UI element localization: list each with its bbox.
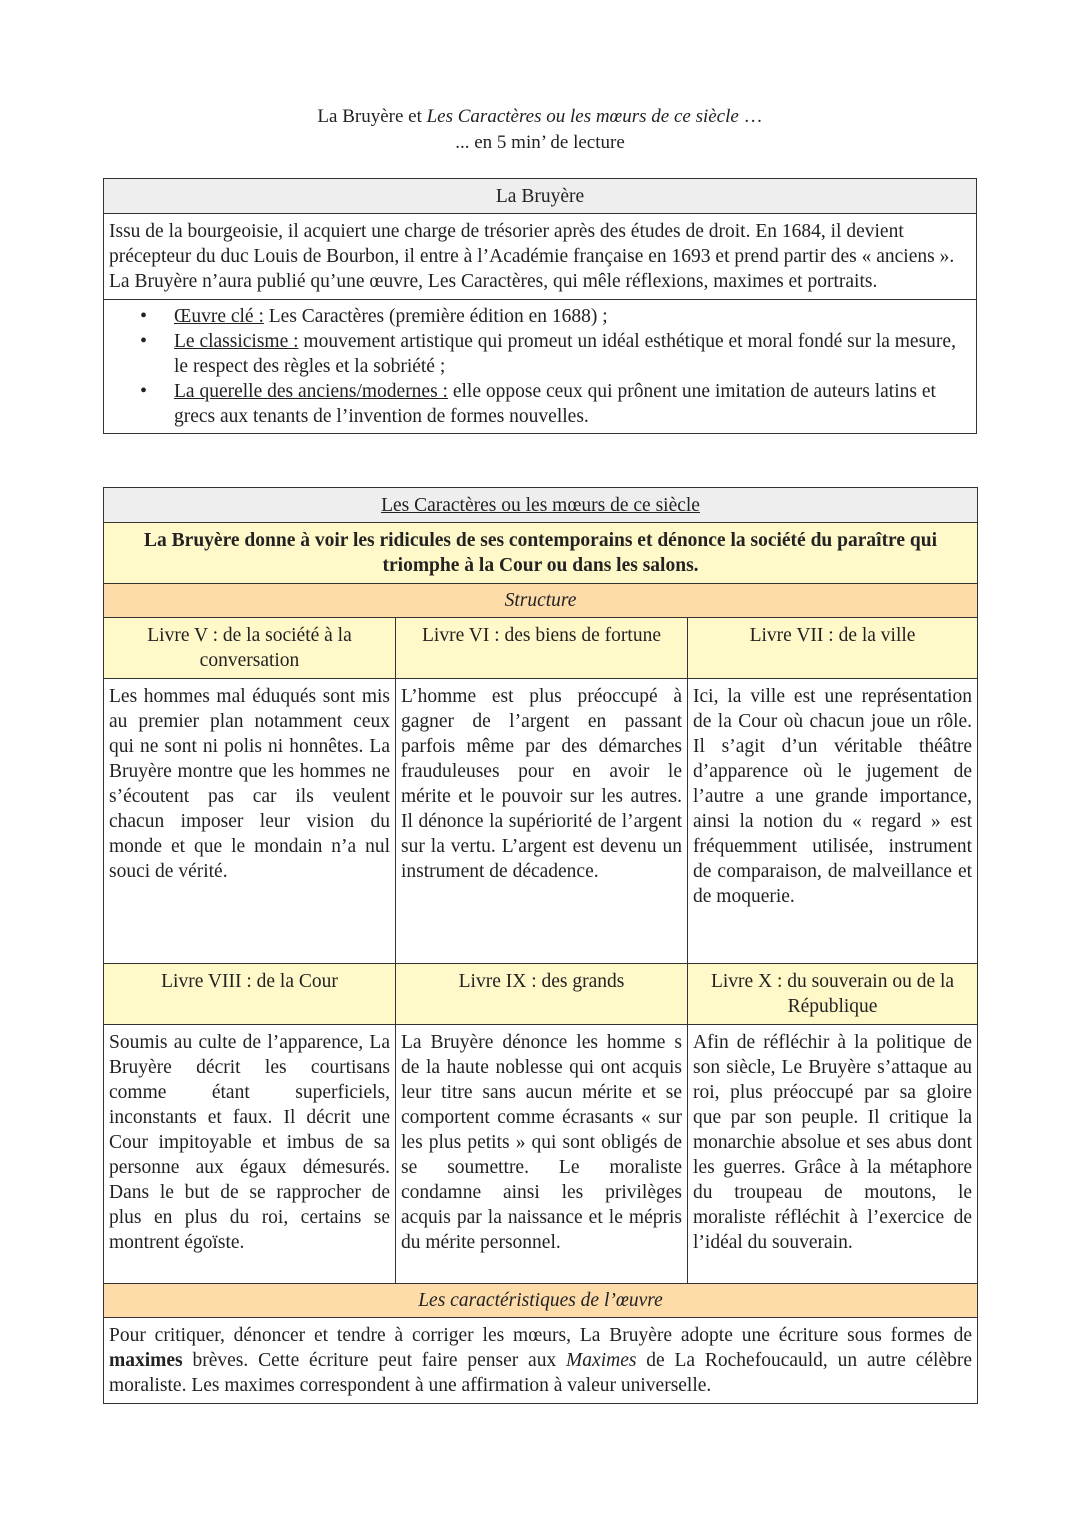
characteristics-label: Les caractéristiques de l’œuvre: [104, 1284, 978, 1318]
book-6-title: Livre VI : des biens de fortune: [396, 618, 688, 679]
work-heading: Les Caractères ou les mœurs de ce siècle: [104, 488, 978, 523]
title-suffix: …: [738, 106, 763, 127]
title-work-name: Les Caractères ou les mœurs de ce siècle: [426, 106, 739, 127]
bio-text: Issu de la bourgeoisie, il acquiert une charge de trésorier après des études de droit. En 1684, il devient précepteur du duc Louis de Bourbon, il entre à l’Académie française en 1693 et prend partir des « anciens ». La Bruyère n’aura publié qu’une œuvre, Les Caractères, qui mêle réflexions, maximes et portraits.: [104, 214, 977, 300]
book-10-text: Afin de réfléchir à la politique de son siècle, Le Bruyère s’attaque au roi, plus préoccupé par sa gloire que par son peuple. Il critique la monarchie absolue et ses abus dont les guerres. Grâce à la métaphore du troupeau de moutons, le moraliste réfléchit à l’exercice de l’idéal du souverain.: [688, 1025, 978, 1284]
bio-table: [103, 178, 977, 434]
bio-heading: La Bruyère: [104, 179, 977, 214]
characteristics-text: Pour critiquer, dénoncer et tendre à corriger les mœurs, La Bruyère adopte une écriture sous formes de maximes brèves. Cette écriture peut faire penser aux Maximes de La Rochefoucauld, un autre célèbre moraliste. Les maximes correspondent à une affirmation à valeur universelle.: [104, 1318, 978, 1404]
book-8-title: Livre VIII : de la Cour: [104, 964, 396, 1025]
book-5-title: Livre V : de la société à la conversation: [104, 618, 396, 679]
book-5-text: Les hommes mal éduqués sont mis au premier plan notamment ceux qui ne sont ni polis ni honnêtes. La Bruyère montre que les hommes ne s’écoutent pas car ils veulent chacun imposer leur vision du monde et que le mondain n’a nul souci de vérité.: [104, 679, 396, 964]
book-7-text: Ici, la ville est une représentation de la Cour où chacun joue un rôle. Il s’agit d’un véritable théâtre d’apparence où le jugement de l’autre a une grande importance, ainsi la notion du « regard » est fréquemment utilisée, instrument de comparaison, de malveillance et de moquerie.: [688, 679, 978, 964]
structure-label: Structure: [104, 584, 978, 618]
bullet-querelle: • La querelle des anciens/modernes : elle oppose ceux qui prônent une imitation de auteurs latins et grecs aux tenants de l’invention de formes nouvelles.: [174, 379, 971, 429]
title-prefix: La Bruyère et: [317, 106, 427, 127]
maximes-bold: maximes: [109, 1350, 183, 1371]
title-line-2: ... en 5 min’ de lecture: [455, 132, 625, 153]
bio-bullets: [104, 300, 977, 434]
maximes-italic: Maximes: [566, 1350, 637, 1371]
bullet-oeuvre: • Œuvre clé : Les Caractères (première édition en 1688) ;: [174, 304, 971, 329]
work-thesis: La Bruyère donne à voir les ridicules de ses contemporains et dénonce la société du paraître qui triomphe à la Cour ou dans les salons.: [104, 523, 978, 584]
book-9-title: Livre IX : des grands: [396, 964, 688, 1025]
bullet-classicisme: • Le classicisme : mouvement artistique qui promeut un idéal esthétique et moral fondé sur la mesure, le respect des règles et la sobriété ;: [174, 329, 971, 379]
title-line-1: [0, 104, 1080, 130]
book-6-text: L’homme est plus préoccupé à gagner de l’argent en passant parfois même par des démarches frauduleuses pour en avoir le mérite et le pouvoir sur les autres. Il dénonce la supériorité de l’argent sur la vertu. L’argent est devenu un instrument de décadence.: [396, 679, 688, 964]
book-8-text: Soumis au culte de l’apparence, La Bruyère décrit les courtisans comme étant superficiels, inconstants et faux. Il décrit une Cour impitoyable et imbus de sa personne aux égaux démesurés. Dans le but de se rapprocher de plus en plus du roi, certains se montrent égoïste.: [104, 1025, 396, 1284]
work-table: [103, 487, 978, 1404]
book-7-title: Livre VII : de la ville: [688, 618, 978, 679]
page-title: [0, 104, 1080, 156]
book-10-title: Livre X : du souverain ou de la République: [688, 964, 978, 1025]
book-9-text: La Bruyère dénonce les homme s de la haute noblesse qui ont acquis leur titre sans aucun mérite et se comportent comme écrasants « sur les plus petits » qui sont obligés de se soumettre. Le moraliste condamne ainsi les privilèges acquis par la naissance et le mépris du mérite personnel.: [396, 1025, 688, 1284]
